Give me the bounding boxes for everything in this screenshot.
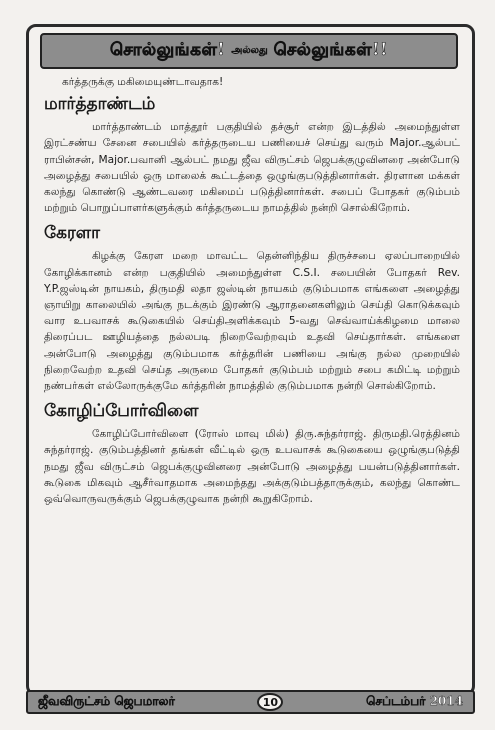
title-banner xyxy=(40,33,458,69)
section-paragraph-kozhipporvilai: கோழிப்போர்விளை (ரோஸ் மாவு மில்) திரு.சுந்தர்ராஜ். திருமதி.ரெத்தினம் சுந்தர்ராஜ். குடும்பத்தினர் தங்கள் வீட்டில் ஒரு உபவாசக் கூடுகையை ஒழுங்குபடுத்தி நமது ஜீவ விருட்சம் ஜெபக்குழுவினரை அன்போடு அழைத்து பயன்படுத்தினார்கள். கூடுகை மிகவும் ஆசீர்வாதமாக அமைந்தது அக்குடும்பத்தாருக்கும், கலந்து கொண்ட ஒவ்வொருவருக்கும் ஜெபக்குழுவாக நன்றி கூறுகிறோம். xyxy=(44,428,460,506)
section-heading-kozhipporvilai: கோழிப்போர்விளை xyxy=(44,401,199,422)
banner-left: சொல்லுங்கள்! xyxy=(110,40,226,60)
page-number: 10 xyxy=(257,693,283,711)
banner-right: செல்லுங்கள்!! xyxy=(273,40,388,60)
section-paragraph-kerala: கிழக்கு கேரள மறை மாவட்ட தென்னிந்திய திருச்சபை ஏலப்பாறையில் கோழிக்கானம் என்ற பகுதியில் அமைந்துள்ள C.S.I. சபையின் போதகர் Rev. Y.P.ஜஸ்டின் நாயகம், திருமதி லதா ஜஸ்டின் நாயகம் குடும்பமாக எங்களை அழைத்து ஞாயிறு காலையில் அங்கு நடக்கும் இரண்டு ஆராதனைகளிலும் செய்தி கொடுக்கவும் வார உபவாசக் கூடுகையில் செய்திஅளிக்கவும் 5-வது செவ்வாய்க்கிழமை மாலை திரைப்பட ஊழியத்தை நல்லபடி நிறைவேற்றவும் உதவி செய்தார்கள். எங்களை அன்போடு அழைத்து குடும்பமாக கர்த்தரின் பணியை அங்கு நல்ல முறையில் நிறைவேற்ற உதவி செய்த அருமை போதகர் குடும்பம் மற்றும் சபை கமிட்டி மற்றும் நண்பர்கள் எல்லோருக்குமே கர்த்தரின் நாமத்தில் குடும்பமாக நன்றி சொல்கிறோம். xyxy=(44,250,460,393)
article-body xyxy=(44,74,460,513)
page-footer xyxy=(26,690,475,714)
section-paragraph-marthandam: மார்த்தாண்டம் மாத்தூர் பகுதியில் தச்சூர் என்ற இடத்தில் அமைந்துள்ள இரட்சண்ய சேனை சபையில் கர்த்தருடைய பணியைச் செய்து வரும் Major.ஆல்பட் ராபின்சன், Major.பவானி ஆல்பட் நமது ஜீவ விருட்சம் ஜெபக்குழுவினரை அன்போடு அழைத்து சபையில் ஒரு மாலைக் கூட்டத்தை ஒழுங்குபடுத்தினார்கள். திரளான மக்கள் கலந்து கொண்டு ஆண்டவரை மகிமைப் படுத்தினார்கள். சபைப் போதகர் குடும்பம் மற்றும் பொறுப்பாளர்களுக்கும் கர்த்தருடைய நாமத்தில் நன்றி சொல்கிறோம். xyxy=(44,121,460,215)
section-heading-kerala: கேரளா xyxy=(44,223,100,244)
lead-line: கர்த்தருக்கு மகிமையுண்டாவதாக! xyxy=(62,76,224,88)
banner-middle: அல்லது xyxy=(231,45,268,56)
footer-magazine-name: ஜீவவிருட்சம் ஜெபமாலர் xyxy=(38,694,175,708)
footer-issue-date: செப்டம்பர் 2014 xyxy=(366,694,463,708)
section-heading-marthandam: மார்த்தாண்டம் xyxy=(44,94,156,115)
